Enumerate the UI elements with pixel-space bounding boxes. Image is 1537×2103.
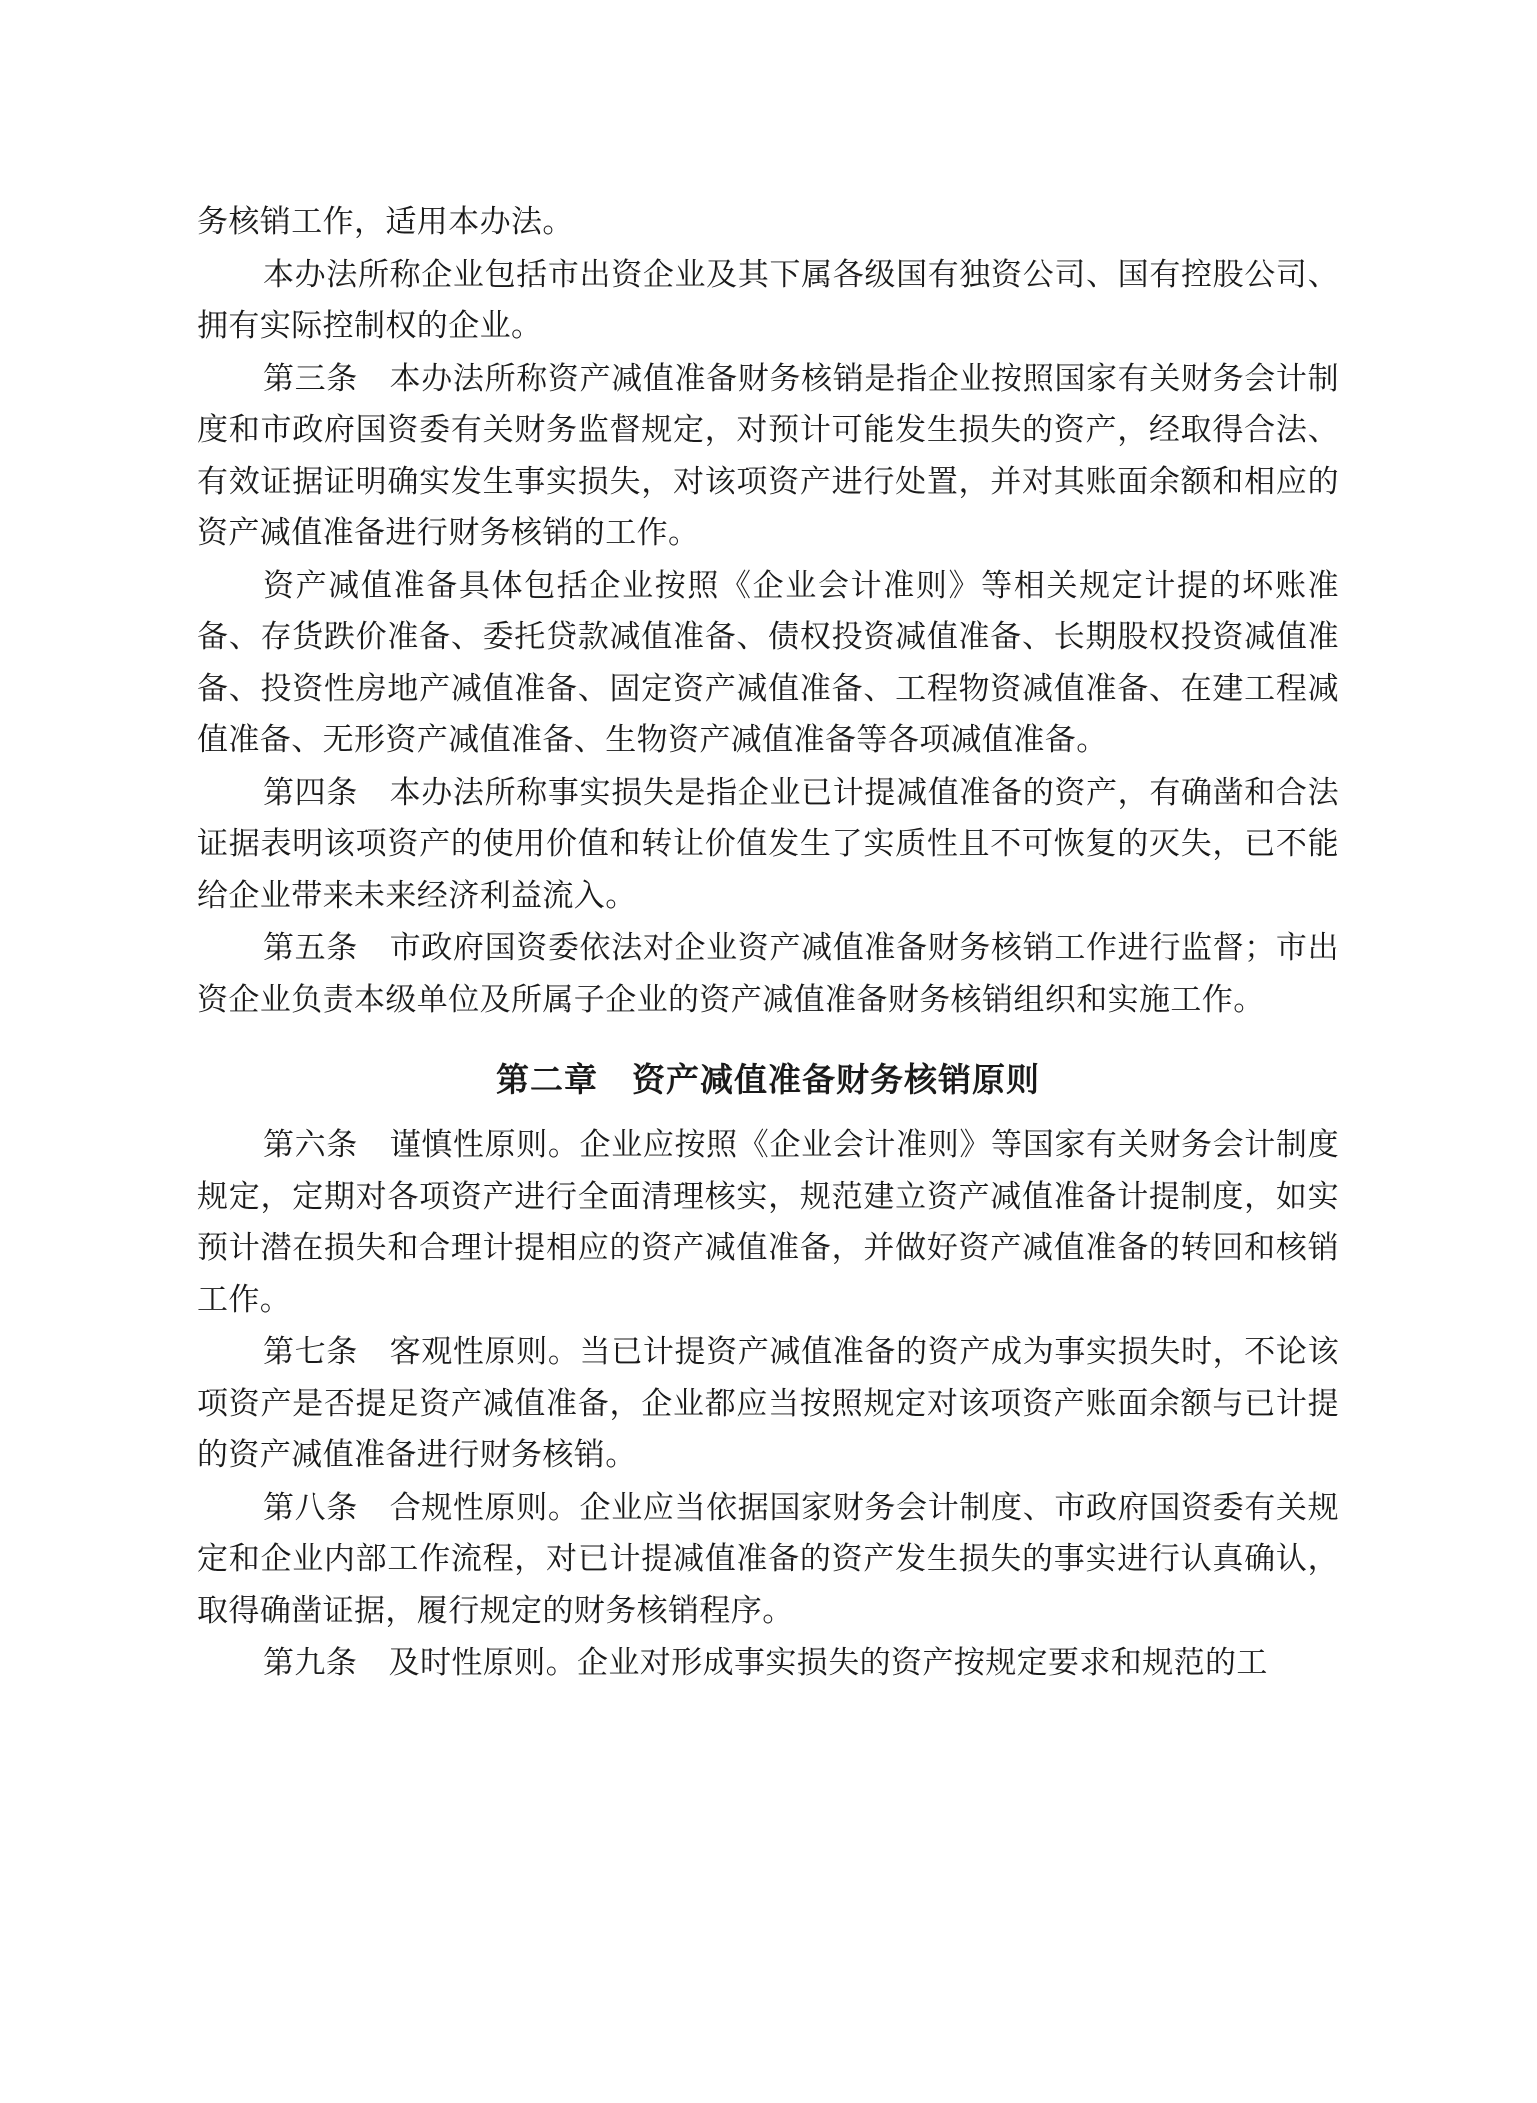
paragraph-article-4: 第四条 本办法所称事实损失是指企业已计提减值准备的资产，有确凿和合法证据表明该项资产的使用价值和转让价值发生了实质性且不可恢复的灭失，已不能给企业带来未来经济利益流入。 [197,774,1339,914]
paragraph-article-6: 第六条 谨慎性原则。企业应按照《企业会计准则》等国家有关财务会计制度规定，定期对各项资产进行全面清理核实，规范建立资产减值准备计提制度，如实预计潜在损失和合理计提相应的资产减值准备，并做好资产减值准备的转回和核销工作。 [197,1127,1339,1318]
paragraph-article-3: 第三条 本办法所称资产减值准备财务核销是指企业按照国家有关财务会计制度和市政府国资委有关财务监督规定，对预计可能发生损失的资产，经取得合法、有效证据证明确实发生事实损失，对该项资产进行处置，并对其账面余额和相应的资产减值准备进行财务核销的工作。 [197,360,1339,551]
paragraph-article-9: 第九条 及时性原则。企业对形成事实损失的资产按规定要求和规范的工 [263,1645,1268,1681]
paragraph-article-8: 第八条 合规性原则。企业应当依据国家财务会计制度、市政府国资委有关规定和企业内部工作流程，对已计提减值准备的资产发生损失的事实进行认真确认，取得确凿证据，履行规定的财务核销程序。 [197,1489,1339,1629]
paragraph-enterprise-scope: 本办法所称企业包括市出资企业及其下属各级国有独资公司、国有控股公司、拥有实际控制权的企业。 [197,256,1339,344]
paragraph-article-5: 第五条 市政府国资委依法对企业资产减值准备财务核销工作进行监督；市出资企业负责本级单位及所属子企业的资产减值准备财务核销组织和实施工作。 [197,930,1339,1018]
chapter-heading: 第二章 资产减值准备财务核销原则 [496,1060,1040,1099]
document-page [197,197,1339,1690]
paragraph-impairment-types: 资产减值准备具体包括企业按照《企业会计准则》等相关规定计提的坏账准备、存货跌价准备、委托贷款减值准备、债权投资减值准备、长期股权投资减值准备、投资性房地产减值准备、固定资产减值准备、工程物资减值准备、在建工程减值准备、无形资产减值准备、生物资产减值准备等各项减值准备。 [197,567,1339,758]
paragraph-article-7: 第七条 客观性原则。当已计提资产减值准备的资产成为事实损失时，不论该项资产是否提足资产减值准备，企业都应当按照规定对该项资产账面余额与已计提的资产减值准备进行财务核销。 [197,1334,1339,1473]
paragraph-continuation: 务核销工作，适用本办法。 [197,204,574,240]
